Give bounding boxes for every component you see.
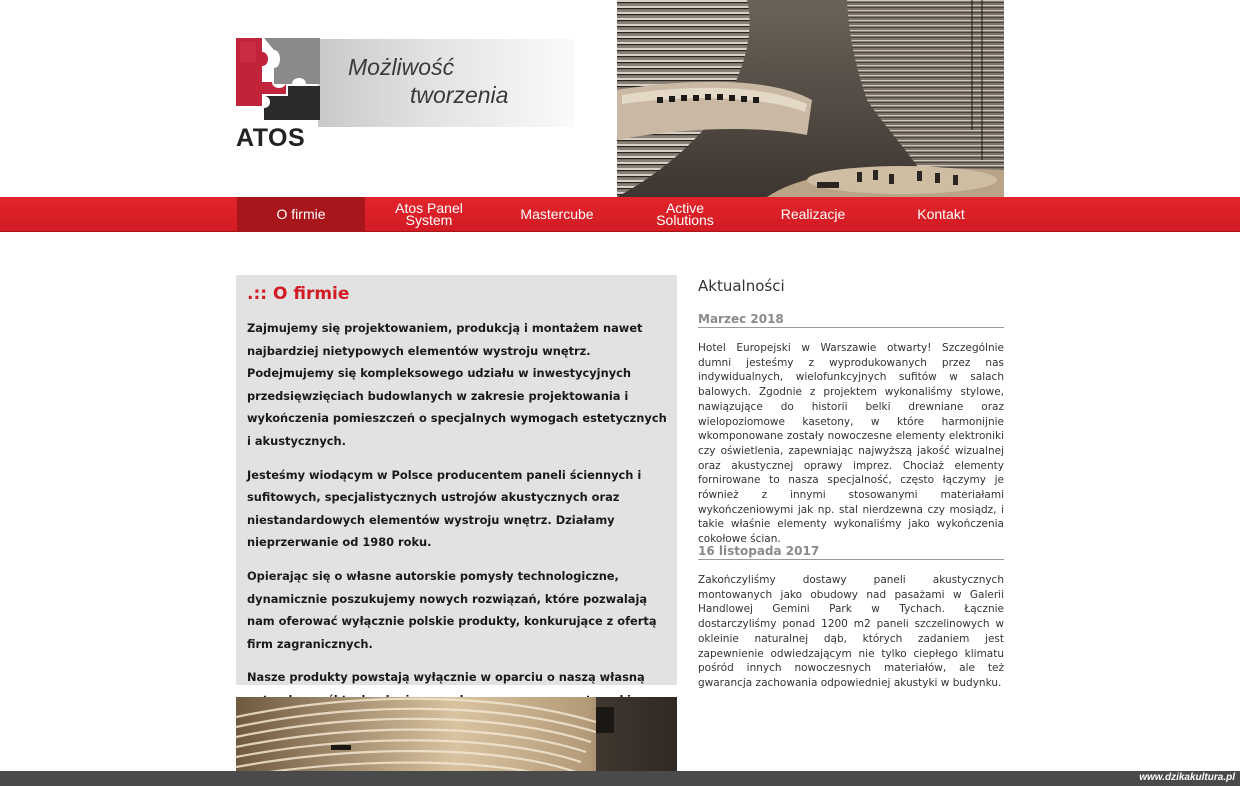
nav-item-label: Realizacje [780,206,846,222]
news-date: 16 listopada 2017 [698,544,1004,560]
nav-item-mastercube[interactable] [493,197,621,231]
nav-item-label-line2: System [405,212,453,228]
footer-bar [0,771,1240,786]
about-section [236,275,677,685]
nav-item-atos-panel-system[interactable] [365,197,493,231]
nav-item-active-solutions[interactable] [621,197,749,231]
main-nav-bar [0,197,1240,232]
puzzle-logo-icon [236,38,320,120]
tagline-line1: Możliwość [348,54,455,80]
brand-name: ATOS [236,124,306,152]
designer-credit-link[interactable]: www.dzikakultura.pl [1139,772,1235,783]
about-paragraph: Zajmujemy się projektowaniem, produkcją i montażem nawet najbardziej nietypowych elementów wystroju wnętrz. Podejmujemy się kompleksowego udziału w inwestycyjnych przedsięwzięciach budowlanych w zakresie projektowania i wykończenia pomieszczeń o specjalnych wymogach estetycznych i akustycznych. [247,321,667,448]
main-nav [237,197,1005,231]
logo[interactable] [236,38,574,152]
news-body: Zakończyliśmy dostawy paneli akustycznych montowanych jako obudowy nad pasażami w Galerii Handlowej Gemini Park w Tychach. Łącznie dostarczyliśmy ponad 1200 m2 paneli szczelinowych w okleinie naturalnej dąb, których zadaniem jest zapewnienie odwiedzającym nie tylko ciepłego klimatu pośród innych nowoczesnych materiałów, ale też gwarancja zachowania odpowiedniej akustyki w budynku. [698,574,1004,689]
news-date: Marzec 2018 [698,312,1004,328]
hero-concert-hall-image [617,0,1004,197]
nav-item-label: Atos Panel [395,200,463,216]
about-paragraph: Opierając się o własne autorskie pomysły technologiczne, dynamicznie poszukujemy nowych rozwiązań, które pozwalają nam oferować wyłącznie polskie produkty, konkurujące z ofertą firm zagranicznych. [247,568,657,651]
about-paragraph: Nasze produkty powstają wyłącznie w oparciu o naszą własną [247,670,645,685]
section-title: .:: O firmie [247,284,350,304]
nav-item-o-firmie[interactable] [237,197,365,231]
tagline-line2: tworzenia [410,82,509,108]
news-title: Aktualności [698,277,785,295]
nav-item-realizacje[interactable] [749,197,877,231]
nav-item-label-line2: Solutions [656,212,714,228]
nav-item-label: O firmie [276,206,326,222]
nav-item-label: Mastercube [520,206,594,222]
nav-item-kontakt[interactable] [877,197,1005,231]
news-body: Hotel Europejski w Warszawie otwarty! Szczególnie dumni jesteśmy z wyprodukowanych przez nas indywidualnych, wielofunkcyjnych sufitów w salach balowych. Zgodnie z projektem wykonaliśmy stylowe, nawiązujące do historii belki drewniane oraz wielopoziomowe kasetony, w które harmonijnie wkomponowane zostały nowoczesne elementy elektroniki czy oświetlenia, zapewniając najwyższą jakość wizualnej oraz akustycznej oprawy imprez. Chociaż elementy fornirowane to nasza specjalność, często łączymy je również z innymi stosowanymi materiałami wykończeniowymi jak np. stal nierdzewna czy mosiądz, i takie właśnie elementy wykonaliśmy jako wykończenia cokołowe ścian. [698,342,1004,546]
nav-item-label: Kontakt [917,206,965,222]
about-paragraph: Jesteśmy wiodącym w Polsce producentem paneli ściennych i sufitowych, specjalistycznych ustrojów akustycznych oraz niestandardowych elementów wystroju wnętrz. Działamy nieprzerwanie od 1980 roku. [247,467,642,550]
nav-item-label: Active [665,200,705,216]
